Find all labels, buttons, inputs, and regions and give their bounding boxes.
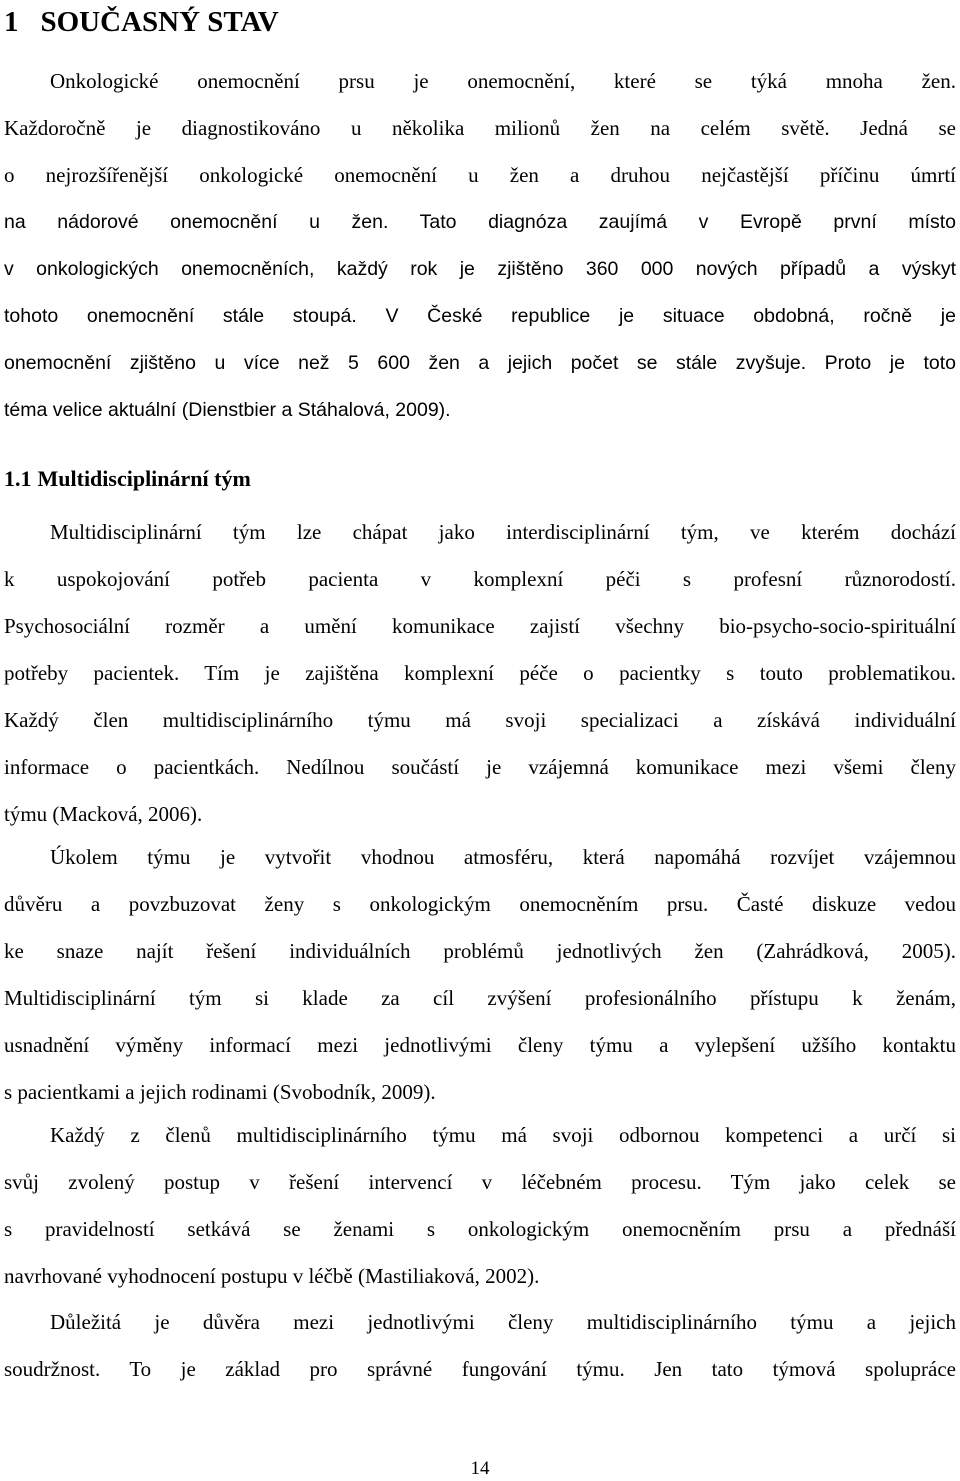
text-line: s pacientkami a jejich rodinami (Svobodník, 2009). — [4, 1080, 436, 1104]
text-line: navrhované vyhodnocení postupu v léčbě (Mastiliaková, 2002). — [4, 1264, 540, 1288]
text-line: týmu (Macková, 2006). — [4, 802, 203, 826]
chapter-heading — [4, 4, 279, 40]
text-line: Každý z členů multidisciplinárního týmu má svoji odbornou kompetenci a určí si — [50, 1123, 956, 1147]
text-line: Multidisciplinární tým si klade za cíl zvýšení profesionálního přístupu k ženám, — [4, 986, 956, 1010]
text-line: s pravidelností setkává se ženami s onkologickým onemocněním prsu a přednáší — [4, 1217, 956, 1241]
text-line: Důležitá je důvěra mezi jednotlivými členy multidisciplinárního týmu a jejich — [50, 1310, 956, 1334]
text-line: onemocnění zjištěno u více než 5 600 žen a jejich počet se stále zvyšuje. Proto je toto — [4, 352, 956, 374]
intro-paragraph-serif — [4, 58, 956, 199]
section-paragraph-1 — [4, 509, 956, 838]
text-line: Každý člen multidisciplinárního týmu má svoji specializaci a získává individuální — [4, 708, 956, 732]
text-line: informace o pacientkách. Nedílnou součástí je vzájemná komunikace mezi všemi členy — [4, 755, 956, 779]
chapter-number: 1 — [4, 6, 19, 38]
text-line: Onkologické onemocnění prsu je onemocnění, které se týká mnoha žen. — [50, 69, 956, 93]
text-line: v onkologických onemocněních, každý rok je zjištěno 360 000 nových případů a výskyt — [4, 258, 956, 280]
text-line: soudržnost. To je základ pro správné fungování týmu. Jen tato týmová spolupráce — [4, 1357, 956, 1381]
text-line: Úkolem týmu je vytvořit vhodnou atmosféru, která napomáhá rozvíjet vzájemnou — [50, 845, 956, 869]
section-number: 1.1 — [4, 466, 32, 491]
text-line: Psychosociální rozměr a umění komunikace zajistí všechny bio-psycho-socio-spirituální — [4, 614, 956, 638]
text-line: usnadnění výměny informací mezi jednotlivými členy týmu a vylepšení užšího kontaktu — [4, 1033, 956, 1057]
section-paragraph-4 — [4, 1299, 956, 1393]
section-title: Multidisciplinární tým — [37, 466, 251, 491]
text-line: důvěru a povzbuzovat ženy s onkologickým onemocněním prsu. Časté diskuze vedou — [4, 892, 956, 916]
text-line: tohoto onemocnění stále stoupá. V České republice je situace obdobná, ročně je — [4, 305, 956, 327]
text-line: na nádorové onemocnění u žen. Tato diagnóza zaujímá v Evropě první místo — [4, 211, 956, 233]
text-line: svůj zvolený postup v řešení intervencí v léčebném procesu. Tým jako celek se — [4, 1170, 956, 1194]
page-number: 14 — [470, 1458, 490, 1479]
section-paragraph-2 — [4, 834, 956, 1116]
text-line: k uspokojování potřeb pacienta v komplexní péči s profesní různorodostí. — [4, 567, 956, 591]
text-line: o nejrozšířenější onkologické onemocnění u žen a druhou nejčastější příčinu úmrtí — [4, 163, 956, 187]
section-paragraph-3 — [4, 1112, 956, 1300]
intro-paragraph-sans — [4, 199, 956, 434]
text-line: Každoročně je diagnostikováno u několika milionů žen na celém světě. Jedná se — [4, 116, 956, 140]
text-line: Multidisciplinární tým lze chápat jako interdisciplinární tým, ve kterém dochází — [50, 520, 956, 544]
section-heading — [4, 465, 251, 493]
text-line: ke snaze najít řešení individuálních problémů jednotlivých žen (Zahrádková, 2005). — [4, 939, 956, 963]
chapter-title: SOUČASNÝ STAV — [40, 6, 279, 38]
text-line: téma velice aktuální (Dienstbier a Stáhalová, 2009). — [4, 399, 451, 421]
text-line: potřeby pacientek. Tím je zajištěna komplexní péče o pacientky s touto problematikou. — [4, 661, 956, 685]
